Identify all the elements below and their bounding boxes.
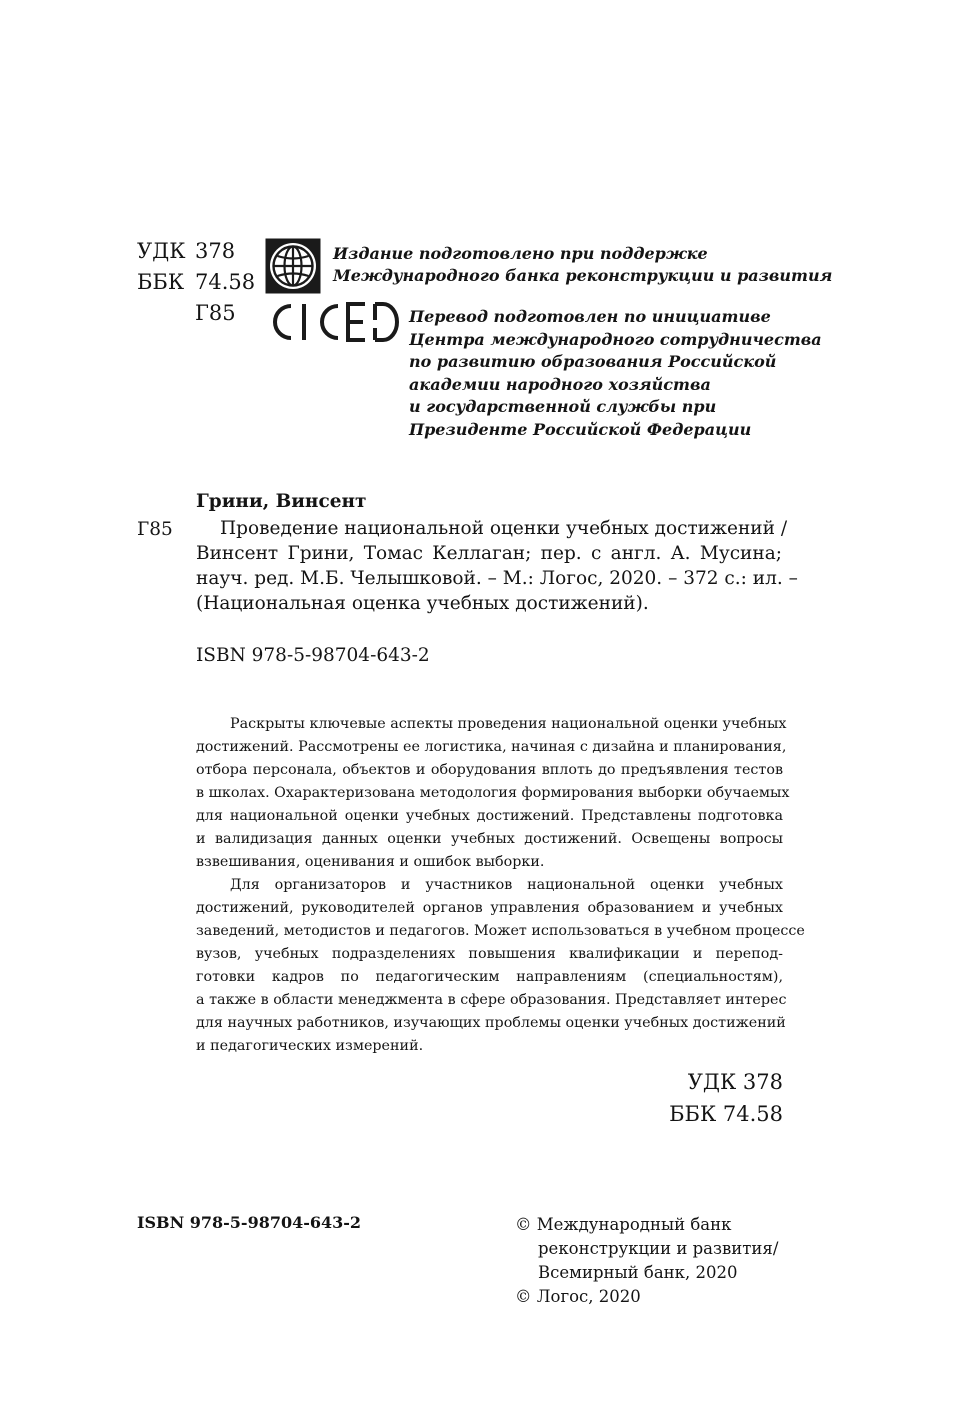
abstract-line: в школах. Охарактеризована методология формирования выборки обучаемых [196,785,790,801]
abstract-line: отбора персонала, объектов и оборудования вплоть до предъявления тестов [196,762,783,778]
biblio-line-1: Проведение национальной оценки учебных достижений / [220,518,788,539]
call-mark: Г85 [137,519,173,540]
abstract-line: Раскрыты ключевые аспекты проведения национальной оценки учебных [230,716,787,732]
copyright-line: © Логос, 2020 [515,1287,641,1306]
copyright-line: Всемирный банк, 2020 [538,1263,738,1282]
abstract-line: взвешивания, оценивания и ошибок выборки. [196,854,545,870]
ciced-line-4: академии народного хозяйства [409,374,711,394]
audience-line: а также в области менеджмента в сфере образования. Представляет интерес [196,992,787,1008]
audience-line: достижений, руководителей органов управления образованием и учебных [196,900,783,916]
audience-line: заведений, методистов и педагогов. Может использоваться в учебном процессе [196,923,805,939]
audience-line: Для организаторов и участников национальной оценки учебных [230,877,783,893]
udk-label: УДК [137,239,186,263]
biblio-line-4: (Национальная оценка учебных достижений). [196,593,649,614]
copyright-line: © Международный банк [515,1215,732,1234]
audience-line: для научных работников, изучающих проблемы оценки учебных достижений [196,1015,786,1031]
ciced-line-2: Центра международного сотрудничества [409,329,822,349]
bibliographic-description [196,516,798,616]
ciced-translation-note [409,306,822,441]
copyright-block [515,1213,778,1309]
biblio-line-3: науч. ред. М.Б. Челышковой. – М.: Логос, 2020. – 372 с.: ил. – [196,568,798,589]
ciced-line-3: по развитию образования Российской [409,352,777,371]
isbn-footer: ISBN 978-5-98704-643-2 [137,1213,362,1232]
author-mark-row [137,298,255,329]
copyright-line: реконструкции и развития/ [538,1239,779,1258]
author-heading: Грини, Винсент [196,491,367,512]
bbk-row [137,267,255,298]
bbk-code: ББК 74.58 [669,1102,783,1126]
abstract-line: достижений. Рассмотрены ее логистика, начиная с дизайна и планирования, [196,739,787,755]
abstract [196,713,805,1058]
world-bank-line-1: Издание подготовлено при поддержке [333,244,708,263]
world-bank-globe-icon [265,238,321,294]
ciced-line-5: и государственной службы при [409,397,717,416]
ciced-line-1: Перевод подготовлен по инициативе [409,307,771,326]
ciced-line-6: Президенте Российской Федерации [409,419,752,439]
audience-line-hyphenated-cont: готовки кадров по педагогическим направлениям (специальностям), [196,969,783,985]
abstract-line: для национальной оценки учебных достижений. Представлены подготовка [196,808,783,824]
udk-row [137,236,255,267]
udk-value: 378 [195,239,236,263]
abstract-line: и валидизация данных оценки учебных достижений. Освещены вопросы [196,831,783,847]
ciced-logo [265,300,400,344]
audience-line-hyphenated: вузов, учебных подразделениях повышения квалификации и перепод- [196,946,783,962]
world-bank-support-note [333,243,832,287]
isbn-record: ISBN 978-5-98704-643-2 [196,645,430,666]
classification-codes [137,236,255,329]
bbk-value: 74.58 [195,270,256,294]
audience-line: и педагогических измерений. [196,1038,424,1054]
biblio-line-2: Винсент Грини, Томас Келлаган; пер. с англ. А. Мусина; [196,543,782,564]
bbk-label: ББК [137,270,185,294]
world-bank-line-2: Международного банка реконструкции и развития [333,266,833,285]
udk-code: УДК 378 [687,1070,783,1094]
index-codes-right [669,1066,783,1130]
author-mark: Г85 [195,301,236,325]
